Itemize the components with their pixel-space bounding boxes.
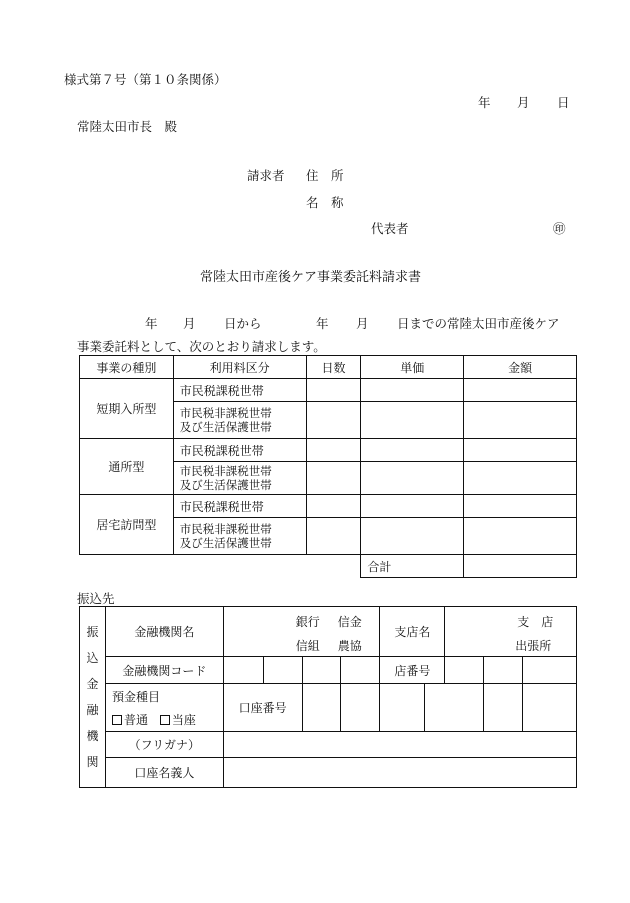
type-home-visit: 居宅訪問型 [80, 495, 174, 555]
account-digit-cell[interactable] [380, 684, 425, 732]
table-row [80, 379, 577, 402]
account-digit-cell[interactable] [425, 684, 484, 732]
institution-name-field[interactable] [223, 607, 380, 657]
period-start-day: 日から [224, 316, 262, 331]
request-statement: 事業委託料として、次のとおり請求します。 [77, 339, 326, 354]
category-taxed: 市民税課税世帯 [173, 495, 306, 518]
form-number: 様式第７号（第１０条関係） [64, 72, 227, 87]
furigana-field[interactable] [223, 732, 576, 758]
institution-name-label: 金融機関名 [105, 607, 223, 657]
days-cell[interactable] [306, 379, 361, 402]
account-digit-cell[interactable] [302, 684, 341, 732]
amount-cell[interactable] [464, 462, 577, 495]
institution-code-label: 金融機関コード [105, 657, 223, 684]
claimant-name-label: 名 称 [306, 195, 344, 210]
branch-label: 支 店 [517, 615, 554, 629]
amount-cell[interactable] [464, 379, 577, 402]
table-row [80, 439, 577, 462]
account-digit-cell[interactable] [523, 684, 577, 732]
category-taxed: 市民税課税世帯 [173, 379, 306, 402]
claimant-address-label: 住 所 [306, 168, 344, 183]
header-amount: 金額 [464, 356, 577, 379]
total-row [80, 555, 577, 578]
table-header-row [80, 356, 577, 379]
header-days: 日数 [306, 356, 361, 379]
branch-number-label: 店番号 [380, 657, 445, 684]
category-nontaxed: 市民税非課税世帯 及び生活保護世帯 [173, 402, 306, 439]
ordinary-checkbox[interactable] [112, 715, 122, 725]
account-holder-field[interactable] [223, 758, 576, 788]
days-cell[interactable] [306, 495, 361, 518]
current-checkbox[interactable] [160, 715, 170, 725]
category-nontaxed: 市民税非課税世帯 及び生活保護世帯 [173, 518, 306, 555]
current-label: 当座 [171, 712, 196, 727]
account-digit-cell[interactable] [484, 684, 523, 732]
ordinary-label: 普通 [123, 712, 148, 727]
unit-price-cell[interactable] [361, 462, 464, 495]
fee-table [79, 355, 577, 578]
date-day-label: 日 [557, 95, 570, 110]
branch-digit-cell[interactable] [484, 657, 523, 684]
furigana-label: （フリガナ） [105, 732, 223, 758]
unit-price-cell[interactable] [361, 495, 464, 518]
total-label: 合計 [361, 555, 464, 578]
period-start-month: 月 [183, 316, 196, 331]
deposit-type-label: 預金種目 [111, 689, 160, 704]
branch-name-field[interactable] [445, 607, 577, 657]
account-holder-label: 口座名義人 [105, 758, 223, 788]
amount-cell[interactable] [464, 402, 577, 439]
unit-price-cell[interactable] [361, 439, 464, 462]
transfer-table [79, 606, 577, 788]
representative-label: 代表者 [371, 221, 409, 236]
days-cell[interactable] [306, 462, 361, 495]
branch-digit-cell[interactable] [445, 657, 484, 684]
shinkin-label: 信金 [337, 615, 362, 629]
days-cell[interactable] [306, 402, 361, 439]
days-cell[interactable] [306, 518, 361, 555]
amount-cell[interactable] [464, 439, 577, 462]
total-amount-cell[interactable] [464, 555, 577, 578]
category-taxed: 市民税課税世帯 [173, 439, 306, 462]
date-month-label: 月 [517, 95, 530, 110]
code-digit-cell[interactable] [302, 657, 341, 684]
bank-label: 銀行 [295, 615, 320, 629]
unit-price-cell[interactable] [361, 402, 464, 439]
unit-price-cell[interactable] [361, 379, 464, 402]
period-start-year: 年 [145, 316, 158, 331]
type-day-care: 通所型 [80, 439, 174, 495]
sub-branch-label: 出張所 [515, 639, 552, 653]
code-digit-cell[interactable] [263, 657, 302, 684]
code-digit-cell[interactable] [341, 657, 380, 684]
transfer-label: 振込先 [77, 591, 115, 606]
amount-cell[interactable] [464, 518, 577, 555]
kumiai-label: 信組 [295, 639, 320, 653]
period-end-year: 年 [316, 316, 329, 331]
transfer-institution-side-label: 振 込 金 融 機 関 [80, 607, 106, 788]
nokyo-label: 農協 [337, 639, 362, 653]
header-service-type: 事業の種別 [80, 356, 174, 379]
type-short-stay: 短期入所型 [80, 379, 174, 439]
period-end-text: 日までの常陸太田市産後ケア [397, 316, 560, 331]
claimant-label: 請求者 [247, 168, 285, 183]
header-unit-price: 単価 [361, 356, 464, 379]
document-title: 常陸太田市産後ケア事業委託料請求書 [200, 270, 422, 285]
days-cell[interactable] [306, 439, 361, 462]
addressee: 常陸太田市長 殿 [77, 119, 178, 134]
seal-icon: ㊞ [553, 221, 566, 236]
header-fee-category: 利用料区分 [173, 356, 306, 379]
code-digit-cell[interactable] [223, 657, 263, 684]
category-nontaxed: 市民税非課税世帯 及び生活保護世帯 [173, 462, 306, 495]
period-end-month: 月 [356, 316, 369, 331]
amount-cell[interactable] [464, 495, 577, 518]
branch-name-label: 支店名 [380, 607, 445, 657]
date-year-label: 年 [478, 95, 491, 110]
deposit-type-cell [105, 684, 223, 732]
account-digit-cell[interactable] [341, 684, 380, 732]
branch-digit-cell[interactable] [523, 657, 577, 684]
unit-price-cell[interactable] [361, 518, 464, 555]
table-row [80, 495, 577, 518]
account-number-label: 口座番号 [223, 684, 302, 732]
